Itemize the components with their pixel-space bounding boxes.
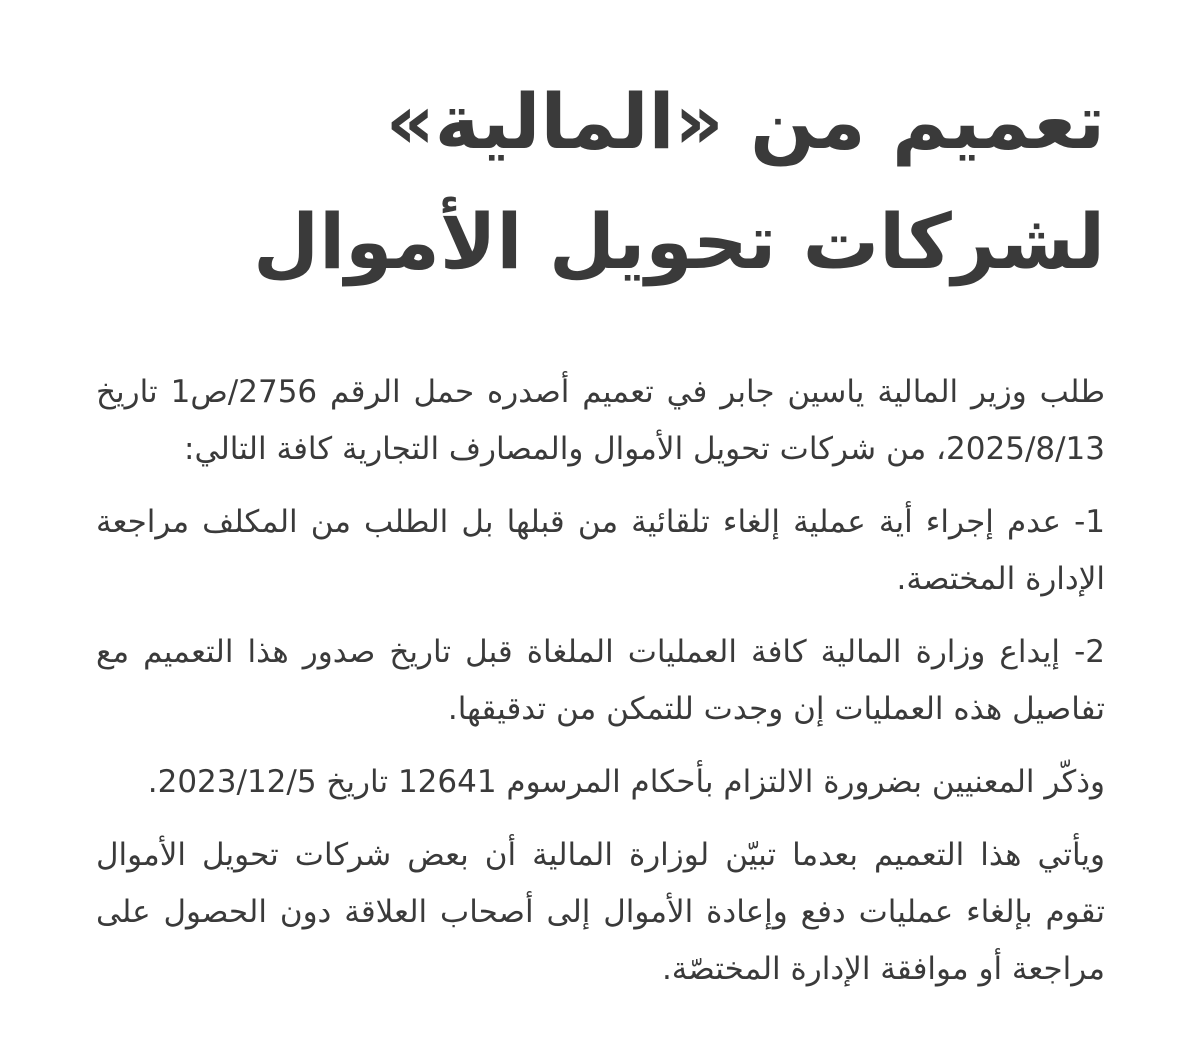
paragraph-item-2: 2- إيداع وزارة المالية كافة العمليات الملغاة قبل تاريخ صدور هذا التعميم مع تفاصيل هذه العمليات إن وجدت للتمكن من تدقيقها. [96, 634, 1105, 727]
headline-line-2: لشركات تحويل الأموال [253, 197, 1105, 286]
headline-line-1: تعميم من «المالية» [385, 77, 1105, 166]
paragraph-context: ويأتي هذا التعميم بعدما تبيّن لوزارة المالية أن بعض شركات تحويل الأموال تقوم بإلغاء عمليات دفع وإعادة الأموال إلى أصحاب العلاقة دون الحصول على مراجعة أو موافقة الإدارة المختصّة. [96, 837, 1105, 987]
paragraph-intro: طلب وزير المالية ياسين جابر في تعميم أصدره حمل الرقم 2756/ص1 تاريخ 2025/8/13، من شركات تحويل الأموال والمصارف التجارية كافة التالي: [96, 374, 1105, 467]
paragraph-reminder: وذكّر المعنيين بضرورة الالتزام بأحكام المرسوم 12641 تاريخ 2023/12/5. [147, 764, 1105, 800]
headline [96, 62, 1105, 302]
article-body [96, 364, 1105, 998]
paragraph-item-1: 1- عدم إجراء أية عملية إلغاء تلقائية من قبلها بل الطلب من المكلف مراجعة الإدارة المختصة. [96, 504, 1105, 597]
